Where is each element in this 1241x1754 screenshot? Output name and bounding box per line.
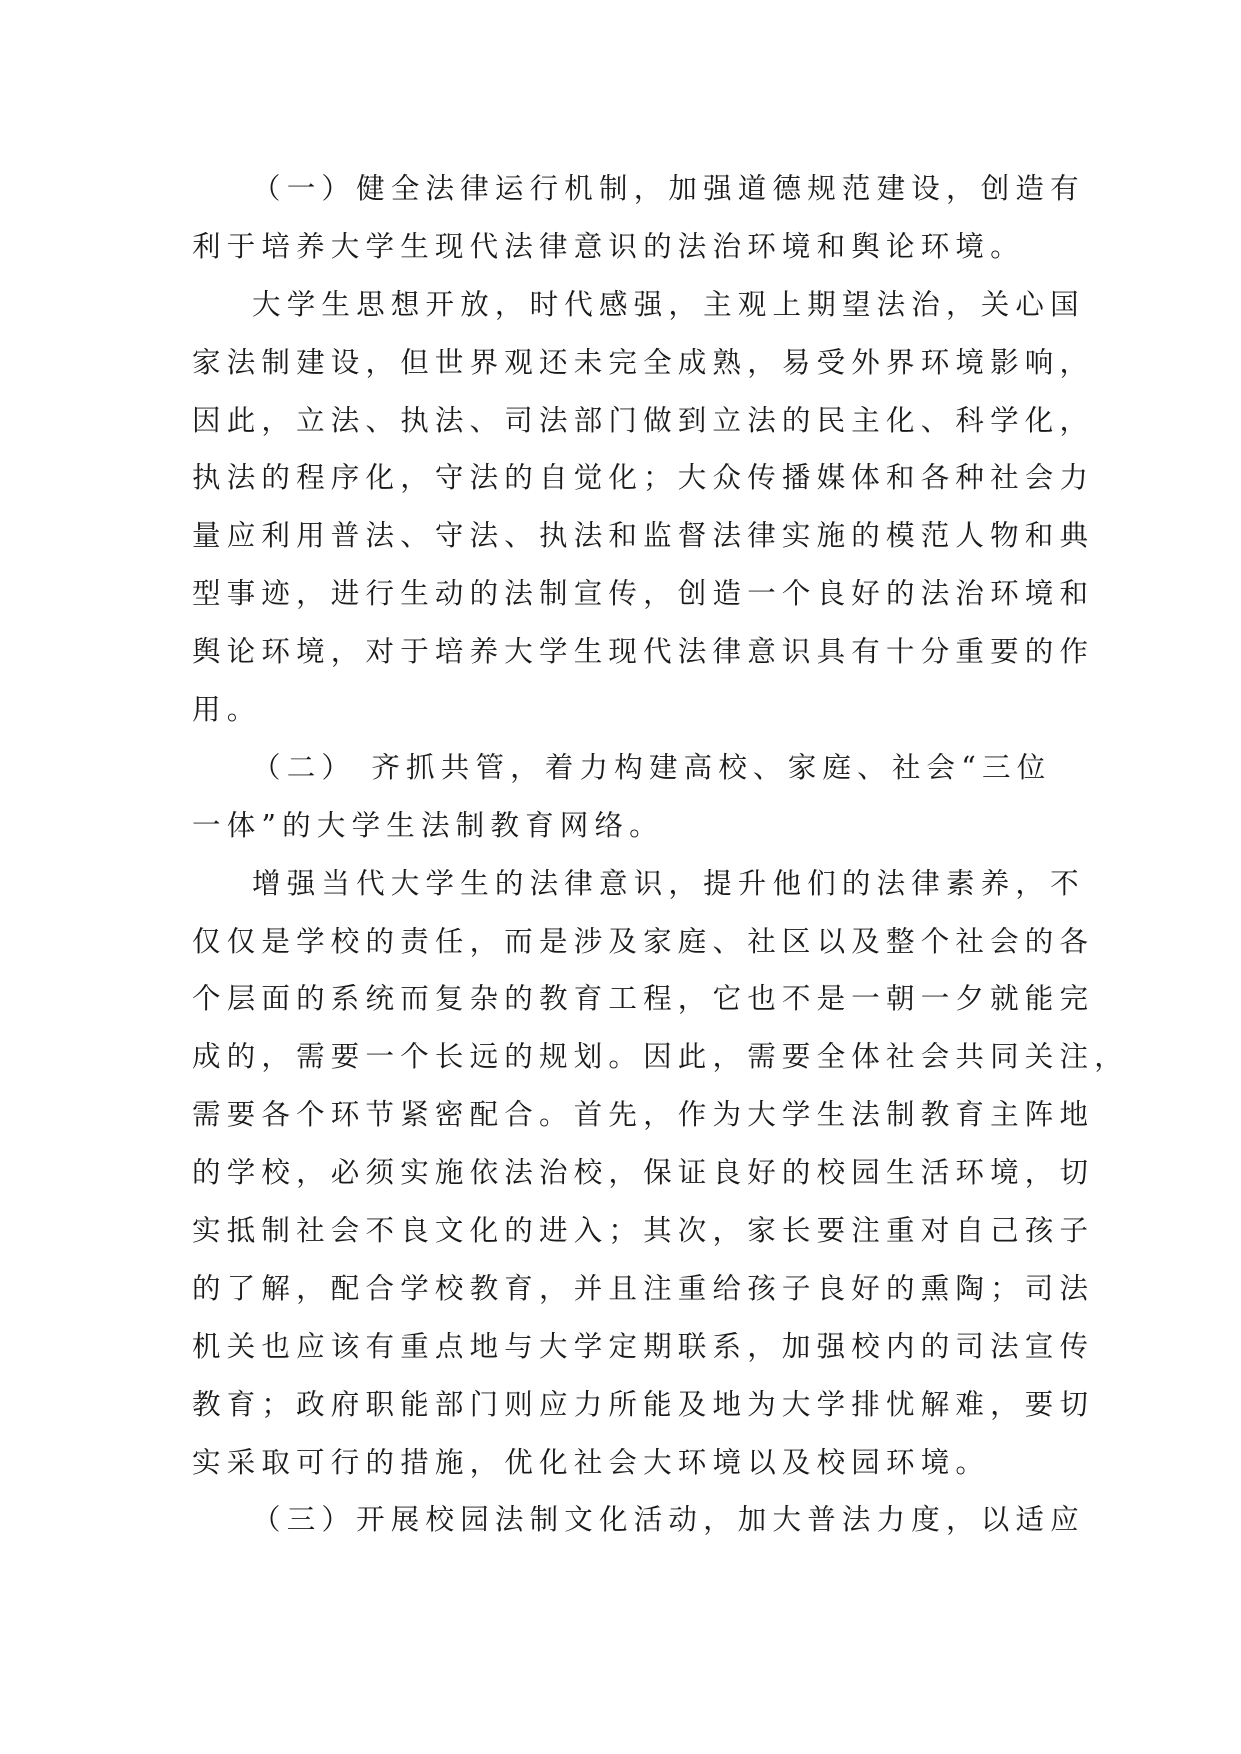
paragraph-2-line-5: 需要各个环节紧密配合。首先，作为大学生法制教育主阵地 xyxy=(192,1098,1095,1132)
heading-1-line-1: （一）健全法律运行机制，加强道德规范建设，创造有 xyxy=(252,172,1085,205)
heading-2-line-2: 一体”的大学生法制教育网络。 xyxy=(192,808,664,842)
paragraph-1-line-8: 用。 xyxy=(192,693,262,727)
document-body xyxy=(192,160,1129,1549)
heading-3-line-1: （三）开展校园法制文化活动，加大普法力度，以适应 xyxy=(252,1503,1085,1537)
paragraph-2-line-9: 机关也应该有重点地与大学定期联系，加强校内的司法宣传 xyxy=(192,1329,1095,1363)
paragraph-2-line-1: 增强当代大学生的法律意识，提升他们的法律素养，不 xyxy=(252,866,1085,900)
paragraph-2-line-4: 成的，需要一个长远的规划。因此，需要全体社会共同关注， xyxy=(192,1040,1129,1074)
paragraph-1-line-4: 执法的程序化，守法的自觉化；大众传播媒体和各种社会力 xyxy=(192,461,1095,495)
paragraph-2-line-11: 实采取可行的措施，优化社会大环境以及校园环境。 xyxy=(192,1445,991,1479)
paragraph-1-line-5: 量应利用普法、守法、执法和监督法律实施的模范人物和典 xyxy=(192,519,1095,553)
paragraph-1-line-3: 因此，立法、执法、司法部门做到立法的民主化、科学化， xyxy=(192,403,1095,437)
paragraph-2-line-6: 的学校，必须实施依法治校，保证良好的校园生活环境，切 xyxy=(192,1156,1095,1190)
paragraph-1-line-7: 舆论环境，对于培养大学生现代法律意识具有十分重要的作 xyxy=(192,635,1095,669)
heading-2-line-1: （二） 齐抓共管，着力构建高校、家庭、社会“三位 xyxy=(252,750,1052,784)
paragraph-2-line-8: 的了解，配合学校教育，并且注重给孩子良好的熏陶；司法 xyxy=(192,1271,1095,1305)
paragraph-2-line-2: 仅仅是学校的责任，而是涉及家庭、社区以及整个社会的各 xyxy=(192,924,1095,958)
paragraph-2-line-7: 实抵制社会不良文化的进入；其次，家长要注重对自己孩子 xyxy=(192,1214,1095,1248)
paragraph-2-line-3: 个层面的系统而复杂的教育工程，它也不是一朝一夕就能完 xyxy=(192,982,1095,1016)
paragraph-2-line-10: 教育；政府职能部门则应力所能及地为大学排忧解难，要切 xyxy=(192,1387,1095,1421)
paragraph-1-line-6: 型事迹，进行生动的法制宣传，创造一个良好的法治环境和 xyxy=(192,577,1095,611)
paragraph-1-line-1: 大学生思想开放，时代感强，主观上期望法治，关心国 xyxy=(252,287,1085,321)
heading-1-line-2: 利于培养大学生现代法律意识的法治环境和舆论环境。 xyxy=(192,229,1025,263)
paragraph-1-line-2: 家法制建设，但世界观还未完全成熟，易受外界环境影响， xyxy=(192,345,1095,379)
